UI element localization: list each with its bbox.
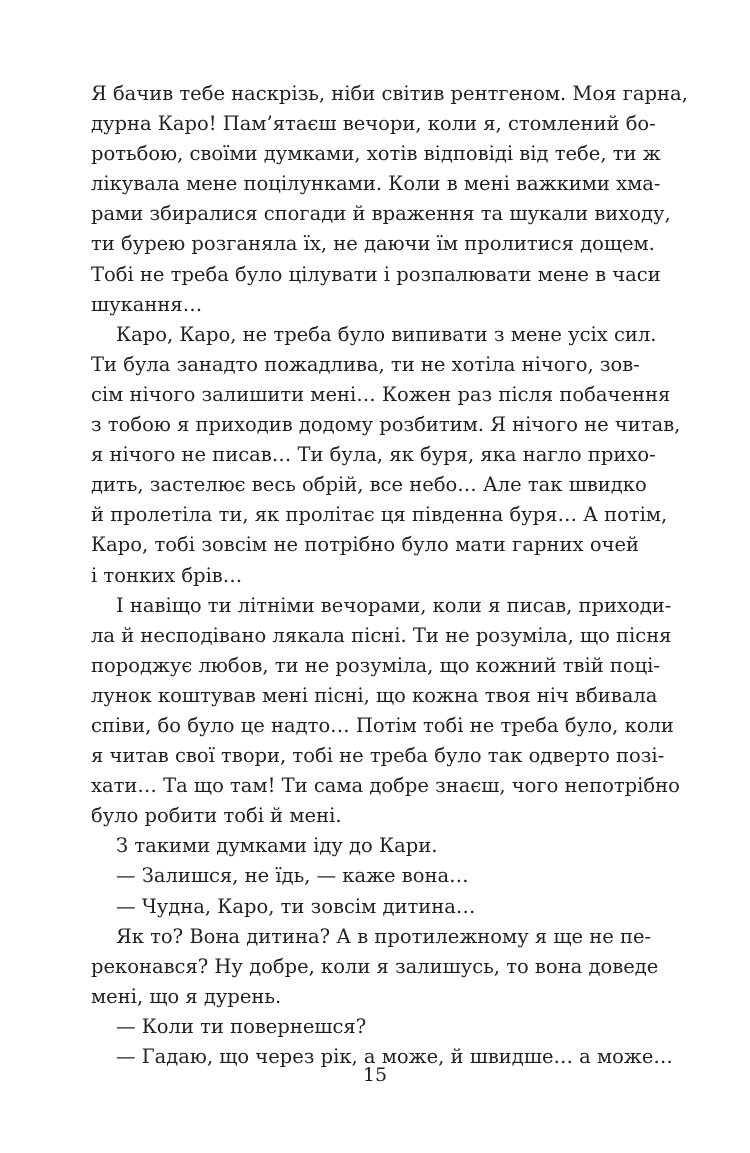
text-line: ротьбою, своїми думками, хотів відповіді від тебе, ти ж: [91, 142, 661, 166]
text-line: Я бачив тебе наскрізь, ніби світив рентгеном. Моя гарна,: [91, 82, 688, 105]
text-line: я читав свої твори, тобі не треба було так одверто позі-: [91, 744, 665, 768]
text-line: Каро, Каро, не треба було випивати з мене усіх сил.: [116, 322, 657, 346]
text-line: дить, застелює весь обрій, все небо… Але так швидко: [91, 473, 647, 497]
text-line: мені, що я дурень.: [91, 984, 282, 1008]
text-line: дурна Каро! Пам’ятаєш вечори, коли я, стомлений бо-: [91, 112, 656, 136]
text-line: Тобі не треба було цілувати і розпалювати мене в часи: [91, 262, 661, 286]
page-number: 15: [362, 1064, 388, 1086]
text-line: реконався? Ну добре, коли я залишусь, то вона доведе: [91, 954, 659, 978]
text-line: й пролетіла ти, як пролітає ця південна буря… А потім,: [91, 503, 668, 527]
text-line: і тонких брів…: [91, 563, 243, 587]
text-line: З такими думками іду до Кари.: [116, 834, 438, 858]
text-line: породжує любов, ти не розуміла, що кожний твій поці-: [91, 653, 661, 677]
text-line: Ти була занадто пожадлива, ти не хотіла нічого, зов-: [91, 352, 640, 376]
text-line: лікувала мене поцілунками. Коли в мені важкими хма-: [91, 172, 661, 196]
text-line: хати… Та що там! Ти сама добре знаєш, чого непотрібно: [91, 774, 680, 798]
text-line: Каро, тобі зовсім не потрібно було мати гарних очей: [91, 533, 639, 557]
text-line: я нічого не писав… Ти була, як буря, яка нагло прихо-: [91, 443, 656, 467]
text-line: Як то? Вона дитина? А в протилежному я ще не пе-: [116, 924, 652, 948]
text-line: рами збиралися спогади й враження та шукали виходу,: [91, 202, 671, 226]
text-line: з тобою я приходив додому розбитим. Я нічого не читав,: [91, 413, 681, 437]
page-body: [91, 79, 688, 1072]
text-line: ти бурею розганяла їх, не даючи їм пролитися дощем.: [91, 232, 655, 256]
text-line: лунок коштував мені пісні, що кожна твоя ніч вбивала: [91, 683, 658, 707]
text-line: сім нічого залишити мені… Кожен раз після побачення: [91, 382, 671, 406]
dialogue-line: — Чудна, Каро, ти зовсім дитина…: [116, 894, 476, 918]
text-line: співи, бо було це надто… Потім тобі не треба було, коли: [91, 713, 674, 737]
dialogue-line: — Залишся, не їдь, — каже вона…: [116, 864, 469, 888]
dialogue-line: — Коли ти повернешся?: [116, 1014, 367, 1038]
text-line: І навіщо ти літніми вечорами, коли я писав, приходи-: [116, 593, 672, 617]
dialogue-line: — Гадаю, що через рік, а може, й швидше… а може…: [116, 1045, 673, 1068]
text-line: шукання…: [91, 292, 203, 316]
text-line: ла й несподівано лякала пісні. Ти не розуміла, що пісня: [91, 623, 672, 647]
text-line: було робити тобі й мені.: [91, 804, 342, 828]
